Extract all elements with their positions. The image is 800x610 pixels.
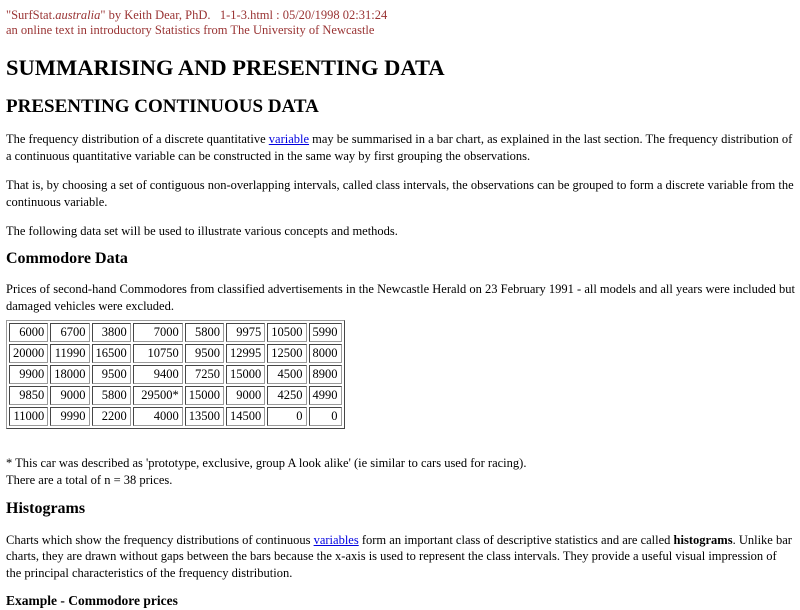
footnote-total: There are a total of n = 38 prices.: [6, 472, 173, 487]
price-cell: 16500: [92, 344, 131, 363]
section-heading: PRESENTING CONTINUOUS DATA: [6, 96, 319, 118]
table-row: [9, 365, 342, 384]
price-cell: 7000: [133, 323, 183, 342]
price-cell: 9900: [9, 365, 48, 384]
price-cell: 9850: [9, 386, 48, 405]
header-title-italic: australia: [55, 8, 101, 22]
header-line-2: an online text in introductory Statistics from The University of Newcastle: [6, 22, 375, 37]
price-cell: 5800: [92, 386, 131, 405]
price-cell: 9400: [133, 365, 183, 384]
paragraph-text: The frequency distribution of a discrete quantitative: [6, 132, 269, 147]
price-cell: 3800: [92, 323, 131, 342]
price-cell: 5800: [185, 323, 224, 342]
paragraph-text: form an important class of descriptive statistics and are called: [358, 532, 674, 547]
price-cell: 11000: [9, 407, 48, 426]
price-cell: 12995: [226, 344, 265, 363]
price-cell: 4990: [309, 386, 342, 405]
page-header: [6, 8, 795, 38]
price-cell: 15000: [185, 386, 224, 405]
variable-link[interactable]: variable: [268, 132, 310, 147]
paragraph-text: may be summarised in a bar chart, as explained in the last section. The frequency distribution of a continuous quantitative variable can be constructed in the same way by first grouping the observations.: [6, 132, 793, 163]
price-cell: 15000: [226, 365, 265, 384]
footnote-prototype: * This car was described as 'prototype, exclusive, group A look alike' (ie similar to cars used for racing).: [6, 456, 527, 471]
price-cell: 9975: [226, 323, 265, 342]
price-cell: 2200: [92, 407, 131, 426]
price-cell: 0: [267, 407, 306, 426]
paragraph-footnote: [6, 455, 795, 488]
price-cell: 6000: [9, 323, 48, 342]
price-cell: 11990: [50, 344, 89, 363]
page-title: SUMMARISING AND PRESENTING DATA: [6, 54, 445, 80]
commodore-price-table-body: [9, 323, 342, 426]
paragraph-frequency-distribution: [6, 131, 795, 164]
price-cell: 4250: [267, 386, 306, 405]
price-cell: 18000: [50, 365, 89, 384]
price-cell: 7250: [185, 365, 224, 384]
price-cell: 8900: [309, 365, 342, 384]
price-cell: 29500*: [133, 386, 183, 405]
price-cell: 9500: [185, 344, 224, 363]
price-cell: 9000: [50, 386, 89, 405]
table-row: [9, 323, 342, 342]
paragraph-dataset-note: The following data set will be used to illustrate various concepts and methods.: [6, 224, 398, 239]
histograms-bold-term: histograms: [673, 532, 733, 547]
table-row: [9, 407, 342, 426]
page: [6, 8, 795, 610]
price-cell: 8000: [309, 344, 342, 363]
paragraph-text: . Unlike bar charts, they are drawn without gaps between the bars because the x-axis is used to represent the class intervals. They provide a useful visual impression of the principal characteristics of the frequency distribution.: [6, 532, 792, 580]
commodore-price-table: [6, 320, 345, 429]
example-heading: Example - Commodore prices: [6, 593, 178, 608]
paragraph-text: Charts which show the frequency distributions of continuous: [6, 532, 314, 547]
price-cell: 4000: [133, 407, 183, 426]
price-cell: 9000: [226, 386, 265, 405]
paragraph-histograms: [6, 532, 795, 582]
price-cell: 10500: [267, 323, 306, 342]
price-cell: 14500: [226, 407, 265, 426]
price-cell: 9990: [50, 407, 89, 426]
table-row: [9, 344, 342, 363]
paragraph-class-intervals: That is, by choosing a set of contiguous non-overlapping intervals, called class intervals, the observations can be grouped to form a discrete variable from the continuous variable.: [6, 178, 794, 209]
price-cell: 4500: [267, 365, 306, 384]
histograms-heading: Histograms: [6, 500, 86, 518]
header-title-suffix: " by Keith Dear, PhD. 1-1-3.html : 05/20/1998 02:31:24: [100, 8, 388, 22]
header-line-1: [6, 8, 795, 23]
price-cell: 5990: [309, 323, 342, 342]
header-title-prefix: "SurfStat.: [6, 8, 56, 22]
price-cell: 9500: [92, 365, 131, 384]
commodore-data-heading: Commodore Data: [6, 249, 128, 267]
price-cell: 12500: [267, 344, 306, 363]
variables-link[interactable]: variables: [313, 532, 359, 547]
table-row: [9, 386, 342, 405]
price-cell: 13500: [185, 407, 224, 426]
price-cell: 20000: [9, 344, 48, 363]
price-cell: 6700: [50, 323, 89, 342]
price-cell: 0: [309, 407, 342, 426]
paragraph-commodore-intro: Prices of second-hand Commodores from classified advertisements in the Newcastle Herald on 23 February 1991 - all models and all years were included but damaged vehicles were excluded.: [6, 282, 796, 313]
price-cell: 10750: [133, 344, 183, 363]
